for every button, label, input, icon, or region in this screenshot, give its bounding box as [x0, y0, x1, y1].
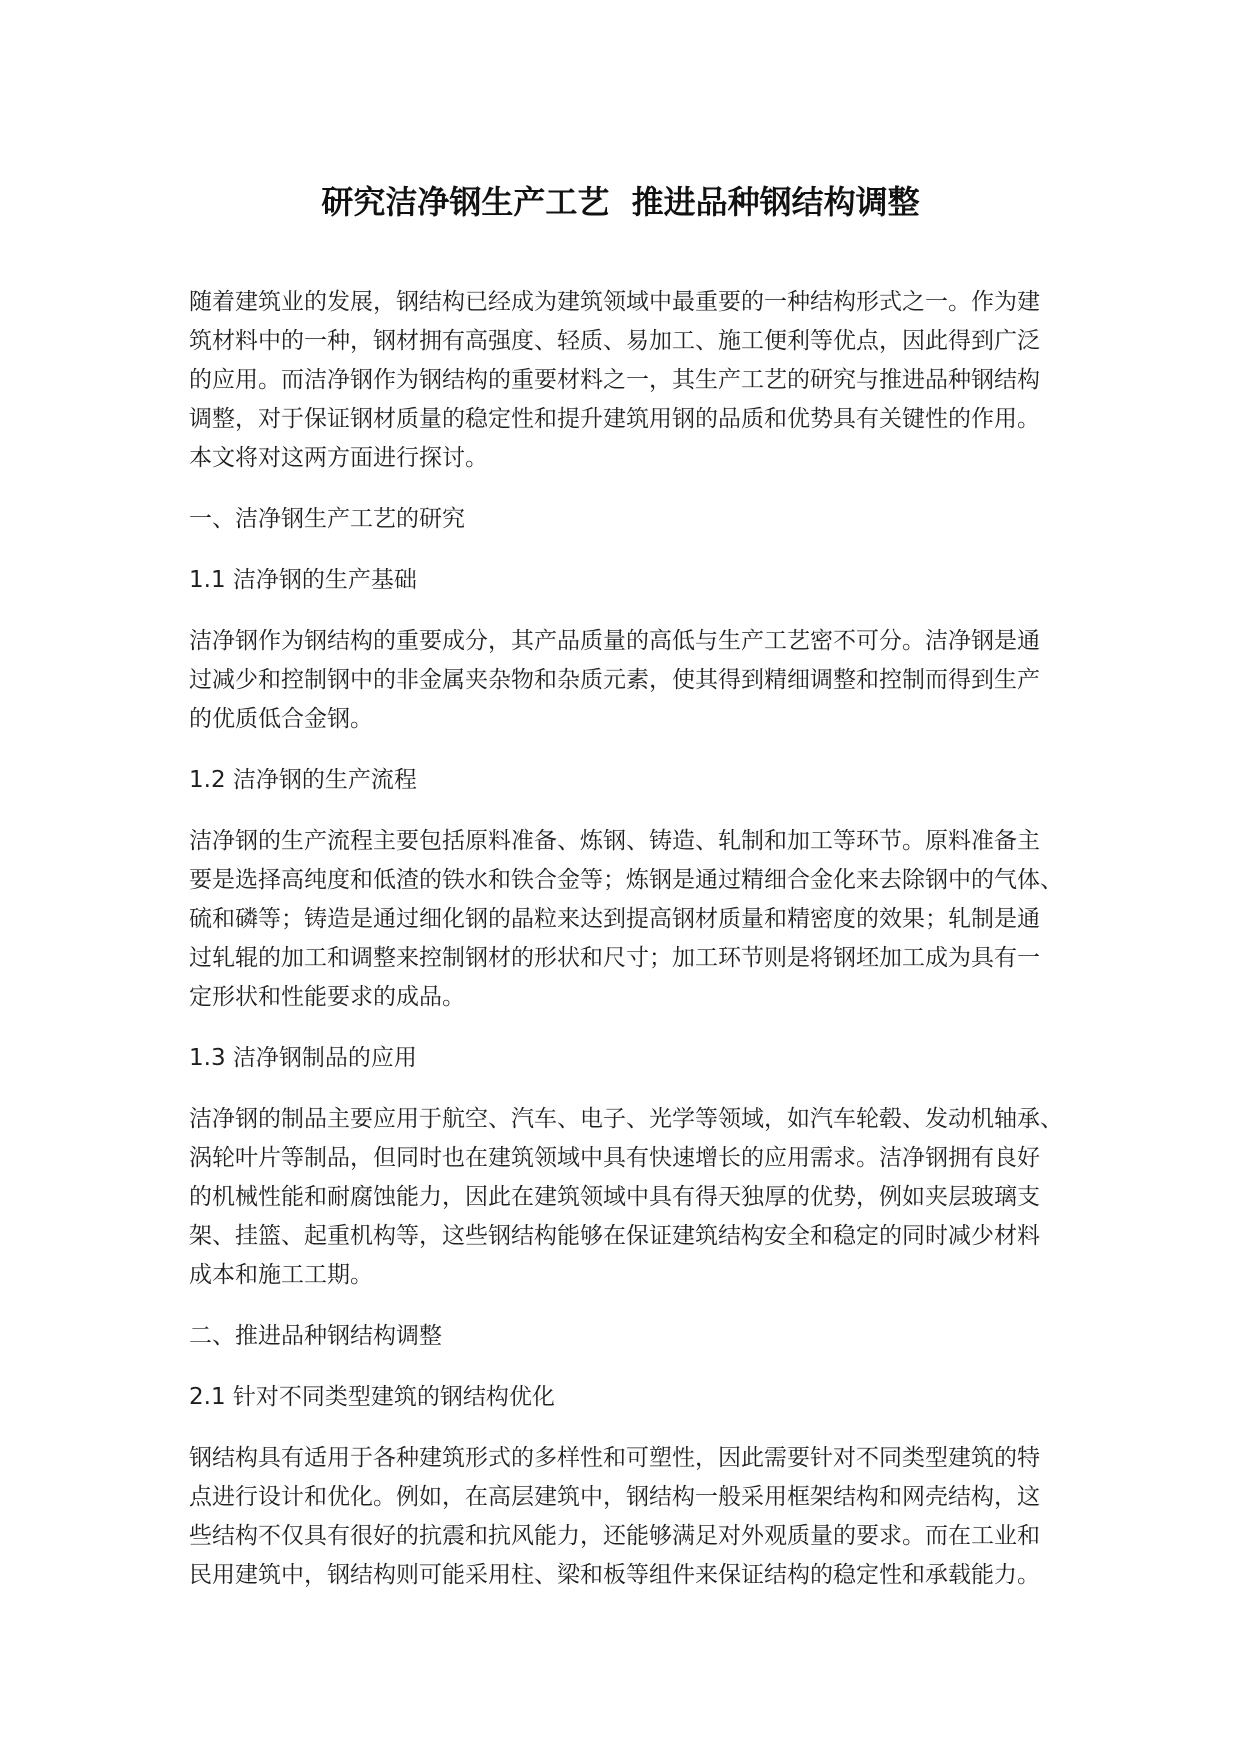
subsection-heading: 1.1 洁净钢的生产基础: [189, 567, 417, 593]
text-line: 过减少和控制钢中的非金属夹杂物和杂质元素，使其得到精细调整和控制而得到生产: [189, 667, 1040, 693]
body-paragraph: [189, 1439, 1189, 1595]
subsection-heading: 1.2 洁净钢的生产流程: [189, 767, 417, 793]
text-line: 硫和磷等；铸造是通过细化钢的晶粒来达到提高钢材质量和精密度的效果；轧制是通: [189, 906, 1040, 932]
text-line: 成本和施工工期。: [189, 1262, 373, 1288]
body-paragraph: [189, 622, 1189, 739]
subsection-heading: 2.1 针对不同类型建筑的钢结构优化: [189, 1384, 555, 1410]
text-line: 要是选择高纯度和低渣的铁水和铁合金等；炼钢是通过精细合金化来去除钢中的气体、: [189, 867, 1063, 893]
intro-paragraph: [189, 283, 1189, 478]
text-line: 的机械性能和耐腐蚀能力，因此在建筑领域中具有得天独厚的优势，例如夹层玻璃支: [189, 1184, 1040, 1210]
text-line: 筑材料中的一种，钢材拥有高强度、轻质、易加工、施工便利等优点，因此得到广泛: [189, 328, 1040, 354]
document-title: 研究洁净钢生产工艺 推进品种钢结构调整: [321, 183, 920, 221]
text-line: 本文将对这两方面进行探讨。: [189, 445, 488, 471]
text-line: 点进行设计和优化。例如，在高层建筑中，钢结构一般采用框架结构和网壳结构，这: [189, 1484, 1040, 1510]
text-line: 架、挂篮、起重机构等，这些钢结构能够在保证建筑结构安全和稳定的同时减少材料: [189, 1223, 1040, 1249]
text-line: 定形状和性能要求的成品。: [189, 984, 465, 1010]
text-line: 涡轮叶片等制品，但同时也在建筑领域中具有快速增长的应用需求。洁净钢拥有良好: [189, 1145, 1040, 1171]
text-line: 些结构不仅具有很好的抗震和抗风能力，还能够满足对外观质量的要求。而在工业和: [189, 1523, 1040, 1549]
text-line: 的优质低合金钢。: [189, 706, 373, 732]
text-line: 钢结构具有适用于各种建筑形式的多样性和可塑性，因此需要针对不同类型建筑的特: [189, 1445, 1040, 1471]
text-line: 随着建筑业的发展，钢结构已经成为建筑领域中最重要的一种结构形式之一。作为建: [189, 289, 1040, 315]
document-body: [189, 283, 1189, 1617]
text-line: 洁净钢的制品主要应用于航空、汽车、电子、光学等领域，如汽车轮毂、发动机轴承、: [189, 1106, 1063, 1132]
body-paragraph: [189, 822, 1189, 1017]
section-heading: 二、推进品种钢结构调整: [189, 1323, 442, 1349]
text-line: 过轧辊的加工和调整来控制钢材的形状和尺寸；加工环节则是将钢坯加工成为具有一: [189, 945, 1040, 971]
text-line: 民用建筑中，钢结构则可能采用柱、梁和板等组件来保证结构的稳定性和承载能力。: [189, 1562, 1040, 1588]
body-paragraph: [189, 1100, 1189, 1295]
text-line: 洁净钢作为钢结构的重要成分，其产品质量的高低与生产工艺密不可分。洁净钢是通: [189, 628, 1040, 654]
subsection-heading: 1.3 洁净钢制品的应用: [189, 1045, 417, 1071]
text-line: 的应用。而洁净钢作为钢结构的重要材料之一，其生产工艺的研究与推进品种钢结构: [189, 367, 1040, 393]
text-line: 洁净钢的生产流程主要包括原料准备、炼钢、铸造、轧制和加工等环节。原料准备主: [189, 828, 1040, 854]
section-heading: 一、洁净钢生产工艺的研究: [189, 506, 465, 532]
text-line: 调整，对于保证钢材质量的稳定性和提升建筑用钢的品质和优势具有关键性的作用。: [189, 406, 1040, 432]
